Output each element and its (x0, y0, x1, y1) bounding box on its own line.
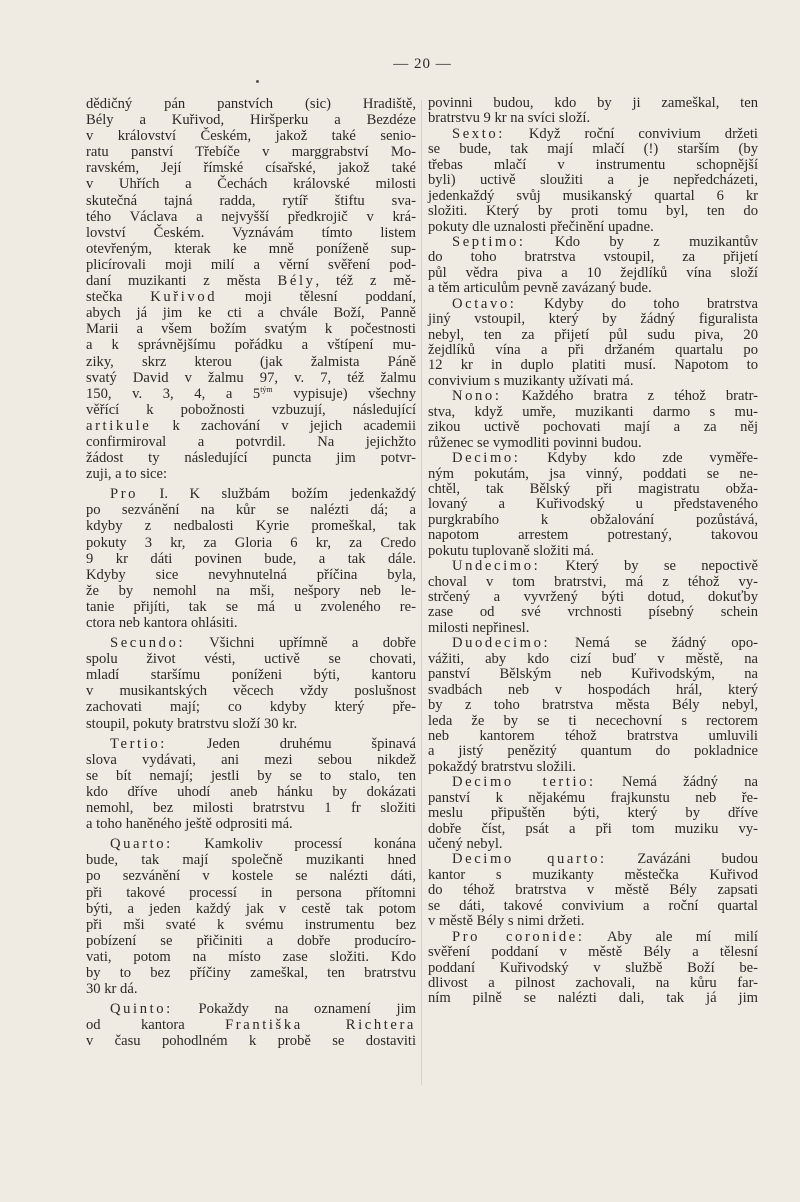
text-line (86, 128, 416, 144)
text-segment: v městě Bély s nimi držeti. (428, 913, 585, 930)
text-line (86, 434, 416, 450)
text-segment: povinni budou, kdo by ji zameškal, ten (428, 95, 758, 111)
text-line (428, 204, 758, 219)
text-segment: se dáti, takové convivium a roční quartal (428, 897, 758, 914)
paragraph (86, 96, 416, 482)
text-segment: Pokaždy na oznamení jim (172, 1001, 416, 1018)
text-segment: stva, když umře, muzikanti darmo s mu- (428, 403, 758, 420)
spaced-emphasis: Pro coronide: (452, 928, 585, 945)
text-segment: vati, potom na místo zase složiti. Kdo (86, 948, 416, 965)
text-segment: kdo dříve uhodí aneb hánku by dokázati (86, 783, 416, 800)
text-line (86, 901, 416, 917)
text-segment: žejdlíků vína a při držaném quartalu po (428, 342, 758, 358)
paragraph (428, 930, 758, 1007)
text-segment: skutečná tajná radda, rytíř štiftu sva- (86, 192, 416, 209)
text-line (86, 257, 416, 273)
text-segment: plicírovali moji milí a věrní svěření pod- (86, 256, 416, 273)
text-line (428, 806, 758, 821)
text-line (86, 466, 416, 482)
text-segment: ravském, Její římské císařské, jakož také (86, 160, 416, 177)
text-segment: pokuty 3 kr, za Gloria 6 kr, za Credo (86, 534, 416, 551)
text-line (428, 852, 758, 867)
text-line (86, 354, 416, 370)
text-segment: , též z mě- (315, 273, 416, 290)
text-segment: neb kantorem téhož bratrstva umluvili (428, 727, 758, 744)
text-line (428, 544, 758, 559)
text-line (428, 791, 758, 806)
text-line (86, 651, 416, 667)
text-segment: při mši svaté k svému instrumentu bez (86, 916, 416, 933)
print-mark (256, 80, 259, 83)
text-segment: abych já jim ke cti a chvále Boží, Panně (86, 305, 416, 322)
text-line (86, 1001, 416, 1017)
text-line (428, 744, 758, 759)
text-segment: dlivost a pilnost zachovali, na kůru far- (428, 974, 758, 991)
text-segment: nemohl, bez milosti bratrstvu 1 fr složiti (86, 800, 416, 817)
text-segment: byli) uctivě sloužiti a je nepředcházeti, (428, 172, 758, 189)
spaced-emphasis: Undecimo: (452, 558, 541, 575)
text-segment: panství k nějakému frajkunstu neb ře- (428, 789, 758, 806)
text-segment: do téhož bratrstva v městě Bély zapsati (428, 882, 758, 899)
text-segment: bratrstvu 9 kr na svíci složí. (428, 110, 591, 127)
text-line (428, 497, 758, 512)
text-segment: pokuty dle uznalosti přečinění upadne. (428, 218, 654, 235)
column-divider (421, 100, 422, 1085)
text-segment: ním pilně se nalézti dali, tak já jim (428, 990, 758, 1007)
text-segment: by z toho bratrstva města Bély nebyl, (428, 697, 758, 714)
text-line (86, 852, 416, 868)
text-line (86, 768, 416, 784)
text-line (428, 729, 758, 744)
text-segment: slova vydávati, ani mezi sebou nikdež (86, 751, 416, 768)
text-line (86, 96, 416, 112)
text-line (86, 289, 416, 305)
text-line (86, 144, 416, 160)
text-line (428, 961, 758, 976)
text-segment: v Uhřích a Čechách královské milosti (86, 176, 416, 193)
text-segment: po sezvánění v kostele se nalézti dáti, (86, 868, 416, 885)
text-line (86, 836, 416, 852)
text-segment: v království Českém, jakož také senio- (86, 128, 416, 145)
text-line (86, 917, 416, 933)
text-line (86, 885, 416, 901)
text-segment: panství Bělským neb Kuřivodským, na (428, 666, 758, 683)
text-segment: zuji, a to sice: (86, 466, 168, 483)
text-segment: Zavázáni budou (606, 851, 758, 868)
text-segment: Bély a Kuřivod, Hiršperku a Bezdéze (86, 112, 416, 129)
text-line (428, 605, 758, 620)
spaced-emphasis: Decimo: (452, 450, 521, 467)
text-segment: svěření poddaní v městě Bély a tělesní (428, 944, 758, 961)
text-segment: poddaní Kuřivodský v službě Boží be- (428, 959, 758, 976)
text-segment: půl vědra piva a 10 žejdlíků vína složí (428, 264, 758, 281)
text-line (86, 583, 416, 599)
text-segment: od kantora (86, 1017, 226, 1034)
text-segment: chtěl, tak Bělský při magistratu obža- (428, 480, 758, 497)
paragraph (86, 635, 416, 732)
paragraph (428, 559, 758, 636)
text-segment: učený nebyl. (428, 836, 503, 852)
text-line (86, 112, 416, 128)
text-line (428, 667, 758, 682)
text-line (86, 502, 416, 518)
text-segment: lovství Českém. Vyznávám tímto listem (86, 224, 416, 241)
text-line (86, 160, 416, 176)
text-line (86, 450, 416, 466)
text-segment: ným pokutám, jsa vinný, poddati se ne- (428, 465, 758, 482)
text-segment: Marii a všem božím svatým k počestnosti (86, 321, 416, 338)
text-segment: ratu panství Třebíče v marggrabství Mo- (86, 144, 416, 161)
text-line (86, 699, 416, 715)
text-segment: 12 kr in duplo platiti musí. Napotom to (428, 357, 758, 374)
text-line (428, 297, 758, 312)
text-segment: dobře číst, psát a při tom muziku vy- (428, 820, 758, 837)
paragraph (428, 451, 758, 559)
text-line (428, 111, 758, 126)
text-segment: zikou uctivě pochovati mají a za něj (428, 419, 758, 436)
text-line (428, 328, 758, 343)
text-line (428, 142, 758, 157)
text-segment: moji tělesní poddaní, (217, 289, 416, 306)
text-line (428, 822, 758, 837)
paragraph (428, 96, 758, 127)
text-line (86, 716, 416, 732)
paragraph (86, 836, 416, 997)
text-segment: Aby ale mí milí (584, 928, 758, 945)
text-segment: Každého bratra z téhož bratr- (501, 388, 758, 405)
text-segment: a toho haněného ještě odprositi má. (86, 816, 293, 833)
text-segment: convivium s muzikanty užívati má. (428, 372, 634, 389)
text-segment: býti, a jeden každý jak v cestě tak potom (86, 900, 416, 917)
text-line (428, 482, 758, 497)
text-line (428, 235, 758, 250)
text-segment: žádost ty následující puncta jim potvr- (86, 450, 416, 467)
text-line (86, 225, 416, 241)
text-segment: tanie přijíti, tak se má u zvoleného re- (86, 598, 416, 615)
text-segment: ziky, skrz kterou (jak žalmista Páně (86, 353, 416, 370)
left-column (86, 96, 416, 1049)
text-line (428, 312, 758, 327)
text-line (86, 981, 416, 997)
text-segment: Všichni upřímně a dobře (185, 635, 416, 652)
text-segment: a jistý penězitý quantum do pokladnice (428, 743, 758, 760)
spaced-emphasis: Sexto: (452, 125, 505, 142)
text-segment: a k správnějšímu pořádku a vštípení mu- (86, 337, 416, 354)
text-line (86, 486, 416, 502)
text-segment: do toho bratrstva vstoupil, za přijetí (428, 249, 758, 266)
text-segment: se bude, tak mají mlačí (!) starším (by (428, 141, 758, 158)
text-segment: složiti. Který by proti tomu byl, ten do (428, 203, 758, 220)
spaced-emphasis: Decimo tertio: (452, 774, 596, 791)
text-line (428, 868, 758, 883)
paragraph (428, 636, 758, 775)
text-line (428, 281, 758, 296)
text-line (428, 945, 758, 960)
text-segment: tého Václava a nejvyšší předkrojič v krá- (86, 208, 416, 225)
text-segment: po sezvánění na kůr se nalézti dá; a (86, 502, 416, 519)
spaced-emphasis: artikule (86, 417, 152, 434)
text-segment: pobízení se přičiniti a dobře producíro- (86, 932, 416, 949)
text-segment: zachovati mají; co kdyby který pře- (86, 699, 416, 716)
paragraph (428, 775, 758, 852)
text-segment: svatý David v žalmu 97, v. 7, též žalmu (86, 369, 416, 386)
text-segment: třebas mlačí v instrumentu schopnější (428, 156, 758, 173)
text-segment: vážiti, aby kdo cizí buď v městě, na (428, 650, 758, 667)
text-line (428, 528, 758, 543)
text-segment: vypisuje) všechny (272, 385, 416, 402)
text-line (428, 775, 758, 790)
text-line (428, 389, 758, 404)
text-segment: 9 kr dáti povinen bude, a tak dále. (86, 550, 416, 567)
text-segment: Kamkoliv processí konána (172, 836, 416, 853)
spaced-emphasis: Kuřivod (150, 289, 218, 306)
text-segment: svadbách neb v hospodách hrál, který (428, 681, 758, 698)
spaced-emphasis: Františka Richtera (225, 1017, 416, 1034)
paragraph (428, 852, 758, 929)
text-line (428, 652, 758, 667)
text-line (428, 636, 758, 651)
text-line (428, 158, 758, 173)
text-line (428, 883, 758, 898)
text-segment: že by nemohl na mši, nešpory neb le- (86, 582, 416, 599)
text-line (86, 535, 416, 551)
text-line (428, 837, 758, 852)
text-line (428, 930, 758, 945)
text-line (86, 321, 416, 337)
text-line (86, 615, 416, 631)
text-segment: Který by se nepoctivě (540, 558, 758, 575)
text-segment: Kdyby do toho bratrstva (516, 295, 758, 312)
text-line (428, 714, 758, 729)
text-line (86, 667, 416, 683)
text-segment: stečka (86, 289, 151, 306)
spaced-emphasis: Septimo: (452, 233, 526, 250)
text-line (86, 193, 416, 209)
text-line (86, 209, 416, 225)
spaced-emphasis: Octavo: (452, 295, 517, 312)
text-line (86, 337, 416, 353)
text-segment: kdyby z nedbalosti Kyrie promeškal, tak (86, 518, 416, 535)
text-segment: v musikantských věcech vždy poslušnost (86, 683, 416, 700)
text-line (428, 266, 758, 281)
text-segment: nebyl, ten za přijetí půl sudu piva, 20 (428, 326, 758, 343)
text-line (86, 241, 416, 257)
right-column (428, 96, 758, 1007)
text-segment: leda že by se ti necechovní s rectorem (428, 712, 758, 729)
text-line (86, 683, 416, 699)
paragraph (86, 486, 416, 631)
paragraph (428, 297, 758, 390)
text-line (428, 575, 758, 590)
text-segment: confirmiroval a potvrdil. Na jejichžto (86, 433, 416, 450)
text-line (86, 933, 416, 949)
text-segment: stoupil, pokuty bratrstvu složí 30 kr. (86, 715, 298, 732)
text-line (428, 467, 758, 482)
text-line (428, 760, 758, 775)
spaced-emphasis: Tertio: (110, 735, 167, 752)
text-segment: mladí staršímu poníženi býti, kantoru (86, 667, 416, 684)
text-line (86, 1017, 416, 1033)
text-segment: purgkrabího k obžalování pozůstává, (428, 511, 758, 528)
text-segment: věřící k pobožnosti vzbuzují, následující (86, 401, 416, 418)
text-line (428, 451, 758, 466)
text-segment: 30 kr dá. (86, 981, 138, 998)
text-line (428, 621, 758, 636)
text-line (428, 343, 758, 358)
text-line (86, 816, 416, 832)
text-segment: bude, tak mají společně muzikanti hned (86, 852, 416, 869)
text-line (428, 250, 758, 265)
text-line (428, 976, 758, 991)
text-line (428, 173, 758, 188)
spaced-emphasis: Quinto: (110, 1001, 173, 1018)
text-segment: strčený a vyvržený býti dotud, dokuťby (428, 589, 758, 605)
text-segment: Nemá se žádný opo- (550, 635, 758, 652)
text-segment: jedenkaždý svůj musikanský quartal 6 kr (428, 187, 758, 204)
text-line (86, 784, 416, 800)
text-segment: napotom arrestem potrestaný, takovou (428, 527, 758, 544)
superscript: tým (260, 384, 273, 394)
text-segment: jiný vstoupil, který by žádný figuralista (428, 311, 758, 328)
spaced-emphasis: Quarto: (110, 836, 173, 853)
text-segment: kantor s muzikanty městečka Kuřivod (428, 866, 758, 883)
text-segment: a těm articulům pevně zavázaný bude. (428, 280, 652, 297)
text-line (86, 418, 416, 434)
text-segment: k zachování v jejich academii (151, 417, 416, 434)
spaced-emphasis: Duodecimo: (452, 635, 551, 652)
text-line (86, 402, 416, 418)
text-line (86, 551, 416, 567)
spaced-emphasis: Decimo quarto: (452, 851, 607, 868)
text-segment: Jeden druhému špinavá (166, 735, 416, 752)
text-line (86, 599, 416, 615)
text-segment: ctora neb kantora ohlásiti. (86, 615, 238, 631)
text-line (428, 358, 758, 373)
text-segment: by to bez příčiny zameškal, ten bratrstvu (86, 964, 416, 981)
text-line (86, 273, 416, 289)
text-segment: Kdyby sice nevyhnutelná příčina byla, (86, 566, 416, 583)
text-line (86, 965, 416, 981)
text-line (428, 899, 758, 914)
text-segment: daní muzikanti z města (86, 273, 278, 290)
text-line (428, 513, 758, 528)
text-line (86, 949, 416, 965)
text-line (86, 635, 416, 651)
text-line (428, 405, 758, 420)
paragraph (428, 235, 758, 297)
text-segment: Nemá žádný na (595, 774, 758, 791)
text-line (428, 420, 758, 435)
text-line (428, 683, 758, 698)
text-line (428, 436, 758, 451)
text-line (86, 800, 416, 816)
text-line (86, 736, 416, 752)
text-line (428, 220, 758, 235)
text-segment: v času pohodlném k probě se dostaviti (86, 1033, 416, 1050)
text-line (86, 567, 416, 583)
text-segment: při takové processí in persona přítomni (86, 884, 416, 901)
text-segment: milosti nepřinesl. (428, 619, 530, 636)
text-segment: zase od své vrchnosti písebný schein (428, 604, 758, 621)
text-segment: spolu život vésti, uctivě se chovati, (86, 651, 416, 668)
text-segment: Kdo by z muzikantův (525, 233, 758, 250)
spaced-emphasis: Secundo: (110, 635, 186, 652)
text-line (428, 189, 758, 204)
text-segment: I. K službám božím jedenkaždý (138, 486, 416, 503)
text-line (428, 127, 758, 142)
text-line (86, 1033, 416, 1049)
text-line (86, 752, 416, 768)
paragraph (428, 127, 758, 235)
text-segment: meslu připuštěn býti, který by dříve (428, 805, 758, 822)
text-line (86, 868, 416, 884)
text-segment: dědičný pán panstvích (sic) Hradiště, (86, 96, 416, 112)
text-segment: pokaždý bratrstvu složili. (428, 758, 576, 775)
text-line (428, 991, 758, 1006)
text-segment: Když roční convivium držeti (504, 125, 758, 142)
text-line (86, 176, 416, 192)
paragraph (86, 736, 416, 833)
paragraph (86, 1001, 416, 1049)
text-line (428, 698, 758, 713)
spaced-emphasis: Nono: (452, 388, 502, 405)
text-segment: růženec se vymodliti povinni budou. (428, 434, 642, 451)
text-segment: 150, v. 3, 4, a 5 (86, 385, 261, 402)
paragraph (428, 389, 758, 451)
text-segment: se bít nemají; jestli by se to stalo, ten (86, 767, 416, 784)
page-number: — 20 — (393, 56, 452, 72)
text-line (428, 590, 758, 605)
text-line (428, 559, 758, 574)
text-segment: lovaný a Kuřivodský u představeného (428, 496, 758, 513)
text-segment: choval v tom bratrstvi, má z téhož vy- (428, 573, 758, 590)
text-line (428, 374, 758, 389)
text-line (86, 386, 416, 402)
text-segment: Kdyby kdo zde vyměře- (520, 450, 758, 467)
text-segment: otevřeným, kterak ke mně poníženě sup- (86, 240, 416, 257)
text-line (86, 370, 416, 386)
spaced-emphasis: Bély (277, 273, 316, 290)
text-line (86, 518, 416, 534)
text-line (428, 96, 758, 111)
text-line (428, 914, 758, 929)
text-line (86, 305, 416, 321)
spaced-emphasis: Pro (110, 486, 139, 503)
text-segment: pokutu tuplovaně složiti má. (428, 542, 595, 559)
